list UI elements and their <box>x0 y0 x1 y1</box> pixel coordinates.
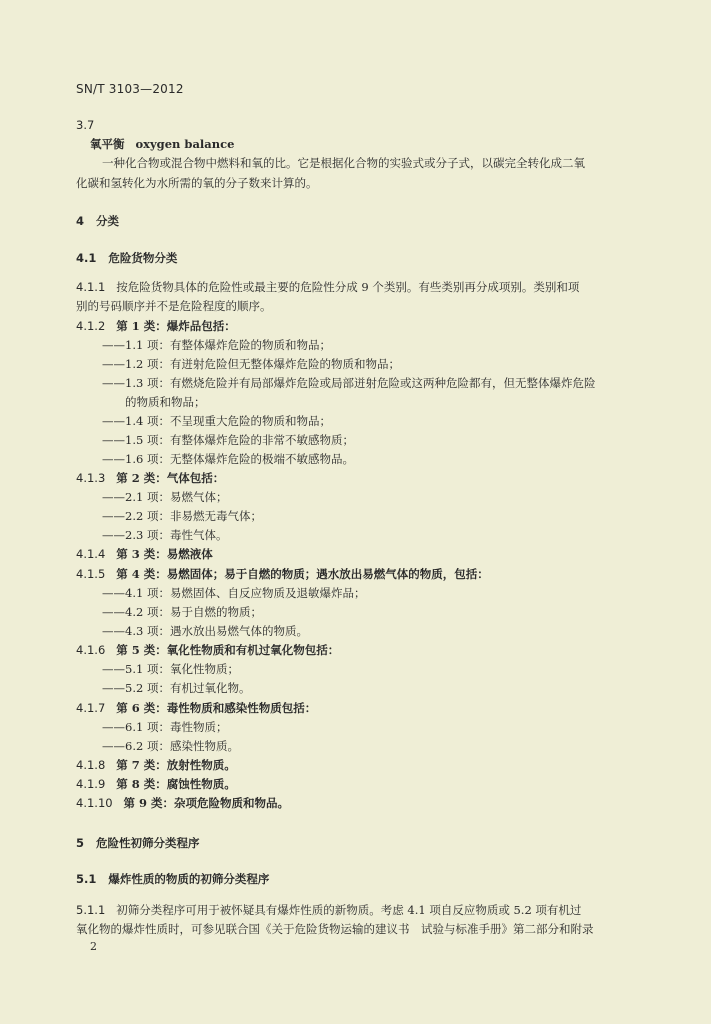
list-item: ——2.1 项：易燃气体； <box>102 490 228 504</box>
list-item: ——1.1 项：有整体爆炸危险的物质和物品； <box>102 338 331 352</box>
clause-number: 4.1.7 <box>76 701 106 715</box>
clause-4-1-1-line-1 <box>76 279 579 295</box>
clause-4-1-1-line-2: 别的号码顺序并不是危险程度的顺序。 <box>76 299 272 313</box>
list-item: ——1.6 项：无整体爆炸危险的极端不敏感物品。 <box>102 452 354 466</box>
clause-number: 4.1.4 <box>76 547 106 561</box>
list-item: ——1.3 项：有燃烧危险并有局部爆炸危险或局部迸射危险或这两种危险都有，但无整体爆炸危险 <box>102 376 596 390</box>
clause-title: 第 7 类：放射性物质。 <box>116 758 236 772</box>
clause-5-1-1-line-2: 氧化物的爆炸性质时，可参见联合国《关于危险货物运输的建议书 试验与标准手册》第二部分和附录 <box>76 922 594 936</box>
definition-line-2: 化碳和氢转化为水所需的氧的分子数来计算的。 <box>76 176 318 190</box>
list-item: ——1.2 项：有迸射危险但无整体爆炸危险的物质和物品； <box>102 357 400 371</box>
clause-4-1-5-heading <box>76 566 489 582</box>
clause-text: 按危险货物具体的危险性或最主要的危险性分成 9 个类别。有些类别再分成项别。类别和项 <box>116 280 580 294</box>
clause-title: 第 6 类：毒性物质和感染性物质包括： <box>116 701 317 715</box>
section-number: 5 <box>76 836 85 850</box>
section-title: 分类 <box>96 214 120 228</box>
list-item: ——4.2 项：易于自燃的物质； <box>102 605 262 619</box>
clause-4-1-10-heading <box>76 795 289 811</box>
clause-title: 第 2 类：气体包括： <box>116 471 225 485</box>
clause-title: 第 9 类：杂项危险物质和物品。 <box>123 796 290 810</box>
clause-number: 4.1.10 <box>76 796 113 810</box>
section-number: 4.1 <box>76 251 97 265</box>
section-number: 4 <box>76 214 85 228</box>
clause-5-1-1-line-1 <box>76 902 581 918</box>
term-entry <box>90 136 234 152</box>
clause-number: 4.1.2 <box>76 319 106 333</box>
clause-number: 4.1.1 <box>76 280 106 294</box>
section-number: 5.1 <box>76 872 97 886</box>
section-3-7-number: 3.7 <box>76 118 95 132</box>
clause-number: 4.1.3 <box>76 471 106 485</box>
clause-text: 初筛分类程序可用于被怀疑具有爆炸性质的新物质。考虑 4.1 项自反应物质或 5.2 项有机过 <box>116 903 582 917</box>
list-item: ——4.1 项：易燃固体、自反应物质及退敏爆炸品； <box>102 586 366 600</box>
term-english: oxygen balance <box>135 137 235 151</box>
section-title: 危险货物分类 <box>108 251 178 265</box>
clause-number: 4.1.8 <box>76 758 106 772</box>
page-number: 2 <box>90 940 97 953</box>
definition-line-1: 一种化合物或混合物中燃料和氧的比。它是根据化合物的实验式或分子式，以碳完全转化成二氧 <box>102 156 585 170</box>
list-item: ——6.1 项：毒性物质； <box>102 720 228 734</box>
section-4-1-heading <box>76 250 177 266</box>
clause-4-1-3-heading <box>76 470 224 486</box>
clause-title: 第 1 类：爆炸品包括： <box>116 319 236 333</box>
section-title: 爆炸性质的物质的初筛分类程序 <box>108 872 270 886</box>
term-chinese: 氧平衡 <box>90 137 125 151</box>
list-item: ——4.3 项：遇水放出易燃气体的物质。 <box>102 624 308 638</box>
clause-4-1-2-heading <box>76 318 236 334</box>
section-5-heading <box>76 835 200 851</box>
section-4-heading <box>76 213 119 229</box>
clause-title: 第 3 类：易燃液体 <box>116 547 213 561</box>
section-5-1-heading <box>76 871 269 887</box>
document-id: SN/T 3103—2012 <box>76 82 184 96</box>
list-item: ——2.3 项：毒性气体。 <box>102 528 228 542</box>
clause-number: 5.1.1 <box>76 903 106 917</box>
list-item-continuation: 的物质和物品； <box>125 395 206 409</box>
clause-4-1-6-heading <box>76 642 339 658</box>
list-item: ——5.1 项：氧化性物质； <box>102 662 239 676</box>
list-item: ——1.5 项：有整体爆炸危险的非常不敏感物质； <box>102 433 354 447</box>
clause-number: 4.1.5 <box>76 567 106 581</box>
list-item: ——5.2 项：有机过氧化物。 <box>102 681 251 695</box>
clause-title: 第 4 类：易燃固体；易于自燃的物质；遇水放出易燃气体的物质，包括： <box>116 567 489 581</box>
clause-number: 4.1.9 <box>76 777 106 791</box>
clause-4-1-7-heading <box>76 700 316 716</box>
list-item: ——2.2 项：非易燃无毒气体； <box>102 509 262 523</box>
clause-4-1-8-heading <box>76 757 236 773</box>
clause-title: 第 8 类：腐蚀性物质。 <box>116 777 236 791</box>
clause-number: 4.1.6 <box>76 643 106 657</box>
section-title: 危险性初筛分类程序 <box>96 836 200 850</box>
clause-4-1-4-heading <box>76 546 213 562</box>
clause-title: 第 5 类：氧化性物质和有机过氧化物包括： <box>116 643 340 657</box>
list-item: ——1.4 项：不呈现重大危险的物质和物品； <box>102 414 331 428</box>
clause-4-1-9-heading <box>76 776 236 792</box>
list-item: ——6.2 项：感染性物质。 <box>102 739 239 753</box>
